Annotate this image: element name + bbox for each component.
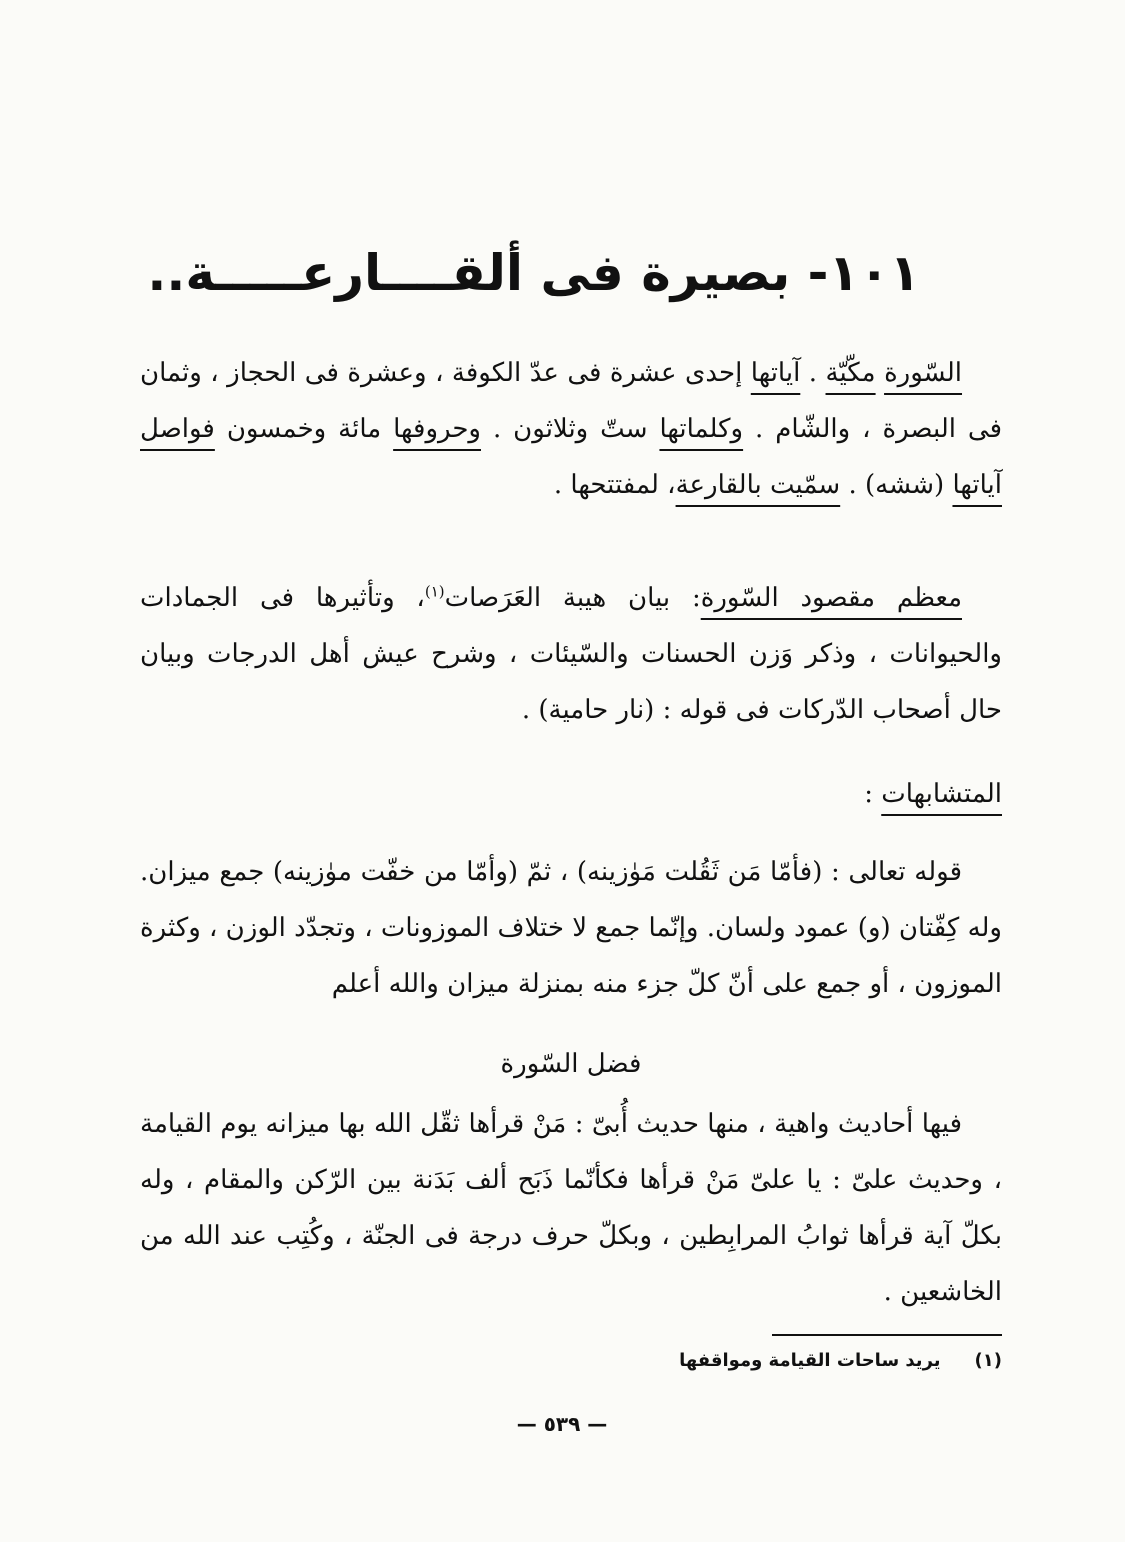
period: . xyxy=(808,358,818,388)
surah-word: السّورة xyxy=(884,358,963,388)
chapter-title: ١٠١- بصيرة فى ألقــــارعـــــة.. xyxy=(147,244,920,302)
fawasil-word: فواصل آياتها xyxy=(140,414,1002,500)
footnote-rule xyxy=(772,1334,1002,1336)
fawasil-letters: (ششه) . xyxy=(848,470,945,500)
fadl-section xyxy=(140,1036,1002,1092)
footnote-number: (١) xyxy=(974,1350,1002,1371)
huruf-count-text: مائة وخمسون xyxy=(226,414,382,444)
fadl-heading: فضل السّورة xyxy=(500,1049,642,1079)
naming-reason: ، لمفتتحها . xyxy=(553,470,676,500)
fadl-body xyxy=(140,1096,1002,1320)
intro-paragraph xyxy=(140,345,1002,513)
footnote-marker: (١) xyxy=(424,582,445,601)
mutashabihat-body xyxy=(140,844,1002,1012)
mutashabihat-colon: : xyxy=(864,779,873,809)
page-number: — ٥٣٩ — xyxy=(516,1412,608,1436)
ayat-count-text: إحدى عشرة فى عدّ الكوفة ، وعشرة فى الحجاز ، وثمان فى البصرة ، والشّام . xyxy=(140,358,1003,444)
purpose-text-b: ، وتأثيرها فى الجمادات والحيوانات ، وذكر وَزن الحسنات والسّيئات ، وشرح عيش أهل الدرجات وبيان حال أصحاب الدّركات فى قوله : (نار حامية) . xyxy=(140,583,1002,725)
footnote-text: يريد ساحات القيامة ومواقفها xyxy=(679,1350,941,1371)
purpose-label: معظم مقصود السّورة xyxy=(700,583,962,613)
kalimat-word: وكلماتها xyxy=(659,414,744,444)
mutashabihat-label: المتشابهات xyxy=(881,779,1002,809)
makkiyya-word: مكّيّة xyxy=(825,358,876,388)
mutashabihat-heading xyxy=(140,766,1002,822)
purpose-paragraph xyxy=(140,570,1002,738)
purpose-section xyxy=(140,570,1002,738)
mutashabihat-paragraph: قوله تعالى : (فأمّا مَن ثَقُلت مَوٰزينه) ، ثمّ (وأمّا من خفّت موٰزينه) جمع ميزان. وله كِفّتان (و) عمود ولسان. وإنّما جمع لا ختلاف الموزونات ، وتجدّد الوزن ، وكثرة الموزون ، أو جمع على أنّ كلّ جزء منه بمنزلة ميزان والله أعلم xyxy=(140,857,1002,999)
mutashabihat-section xyxy=(140,766,1002,822)
kalimat-count-text: ستّ وثلاثون . xyxy=(492,414,648,444)
footnote xyxy=(500,1346,1002,1376)
ayat-word: آياتها xyxy=(750,358,801,388)
purpose-text-a: : بيان هيبة العَرَصات xyxy=(444,583,701,613)
naming-word: سمّيت بالقارعة xyxy=(675,470,841,500)
fadl-paragraph: فيها أحاديث واهية ، منها حديث أُبىّ : مَنْ قرأها ثقّل الله بها ميزانه يوم القيامة ، وحديث علىّ : يا علىّ مَنْ قرأها فكأنّما ذَبَح ألف بَدَنة بين الرّكن والمقام ، وله بكلّ آية قرأها ثوابُ المرابِطين ، وبكلّ حرف درجة فى الجنّة ، وكُتِب عند الله من الخاشعين . xyxy=(140,1109,1002,1307)
intro-section xyxy=(140,345,1002,513)
huruf-word: وحروفها xyxy=(393,414,481,444)
